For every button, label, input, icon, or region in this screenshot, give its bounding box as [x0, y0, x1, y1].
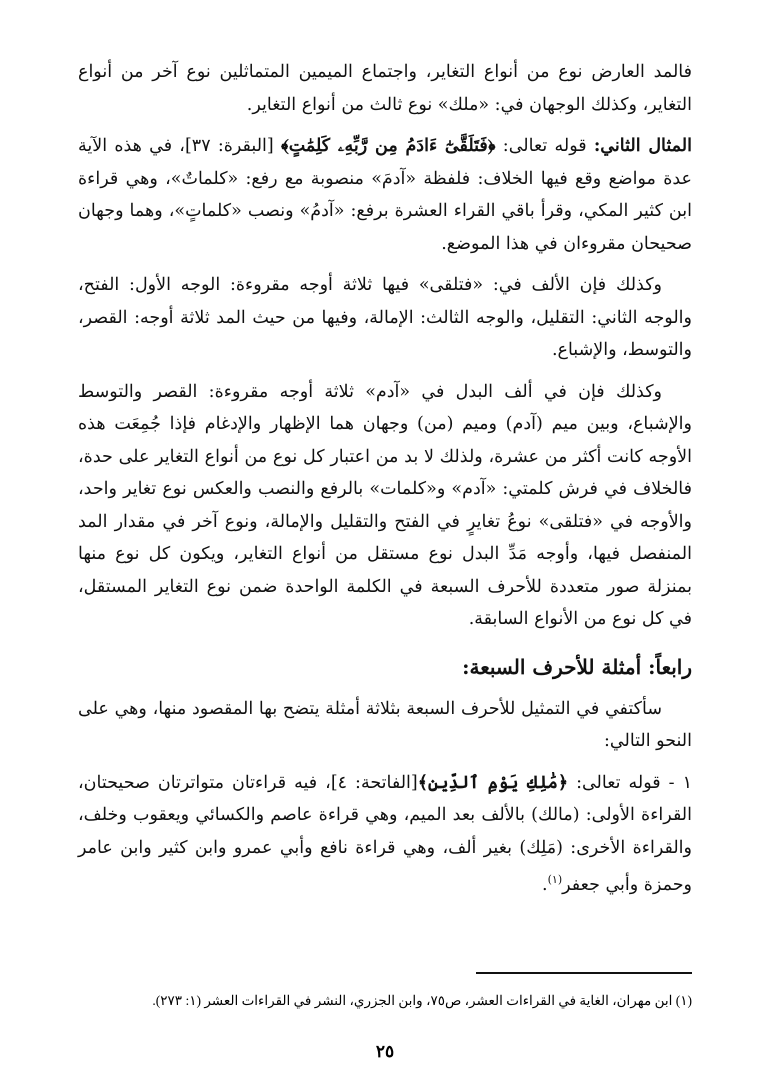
footnote: (١) ابن مهران، الغاية في القراءات العشر، ص٧٥، وابن الجزري، النشر في القراءات العشر (١: ٢٧٣). [152, 993, 692, 1008]
paragraph-1: فالمد العارض نوع من أنواع التغاير، واجتماع الميمين المتماثلين نوع آخر من أنواع التغاير، وكذلك الوجهان في: «ملك» نوع ثالث من أنواع التغاير. [78, 62, 692, 115]
item-end: . [542, 874, 548, 895]
quran-verse: ﴿فَتَلَقَّىٰٓ ءَادَمُ مِن رَّبِّهِۦ كَلِمَٰتٍ﴾ [280, 136, 496, 156]
list-item-1 [78, 767, 692, 902]
example-intro: قوله تعالى: [502, 136, 587, 156]
paragraph-example-2 [78, 130, 692, 260]
paragraph-3: وكذلك فإن الألف في: «فتلقى» فيها ثلاثة أوجه مقروءة: الوجه الأول: الفتح، والوجه الثاني: التقليل، والوجه الثالث: الإمالة، وفيها من حيث المد ثلاثة أوجه: القصر، والتوسط، والإشباع. [78, 275, 692, 360]
footnote-divider [476, 972, 692, 974]
item-text: [الفاتحة: ٤]، فيه قراءتان متواترتان صحيحتان، القراءة الأولى: (مالك) بالألف بعد الميم، وهي قراءة عاصم والكسائي ويعقوب وخلف، والقراءة الأخرى: (مَلِك) بغير ألف، وهي قراءة نافع وأبي عمرو وابن كثير وابن عامر وحمزة وأبي جعفر [78, 772, 692, 895]
page-number: ٢٥ [375, 1042, 395, 1061]
quran-verse-fatiha: ﴿مَٰلِكِ يَوْمِ ٱلدِّينِ﴾ [417, 772, 569, 793]
section-intro: سأكتفي في التمثيل للأحرف السبعة بثلاثة أمثلة يتضح بها المقصود منها، وهي على النحو التالي: [78, 698, 692, 751]
example-label: المثال الثاني: [593, 136, 692, 156]
footnote-ref[interactable]: (١) [547, 873, 563, 886]
item-number: ١ - قوله تعالى: [576, 772, 692, 793]
section-heading: رابعاً: أمثلة للأحرف السبعة: [462, 654, 692, 679]
paragraph-4: وكذلك فإن في ألف البدل في «آدم» ثلاثة أوجه مقروءة: القصر والتوسط والإشباع، وبين ميم (آدم) وميم (من) وجهان هما الإظهار والإدغام فإذا جُمِعَت هذه الأوجه كانت أكثر من عشرة، ولذلك لا بد من اعتبار كل نوع من أنواع التغاير على حدة، فالخلاف في فرش كلمتي: «آدم» و«كلمات» بالرفع والنصب والعكس نوع تغاير واحد، والأوجه في «فتلقى» نوعُ تغايرٍ في الفتح والتقليل والإمالة، ونوع آخر في مقدار المد المنفصل فيها، وأوجه مَدِّ البدل نوع مستقل من أنواع التغاير، ويكون كل نوع منها بمنزلة صور متعددة للأحرف السبعة في الكلمة الواحدة ضمن نوع التغاير المستقل، في كل نوع من الأنواع السابقة. [78, 381, 692, 629]
example-text: [البقرة: ٣٧]، في هذه الآية عدة مواضع وقع فيها الخلاف: فلفظة «آدمَ» منصوبة مع رفع: «كلماتٌ»، وهي قراءة ابن كثير المكي، وقرأ باقي القراء العشرة برفع: «آدمُ» ونصب «كلماتٍ»، وهما وجهان صحيحان مقروءان في هذا الموضع. [78, 136, 692, 254]
